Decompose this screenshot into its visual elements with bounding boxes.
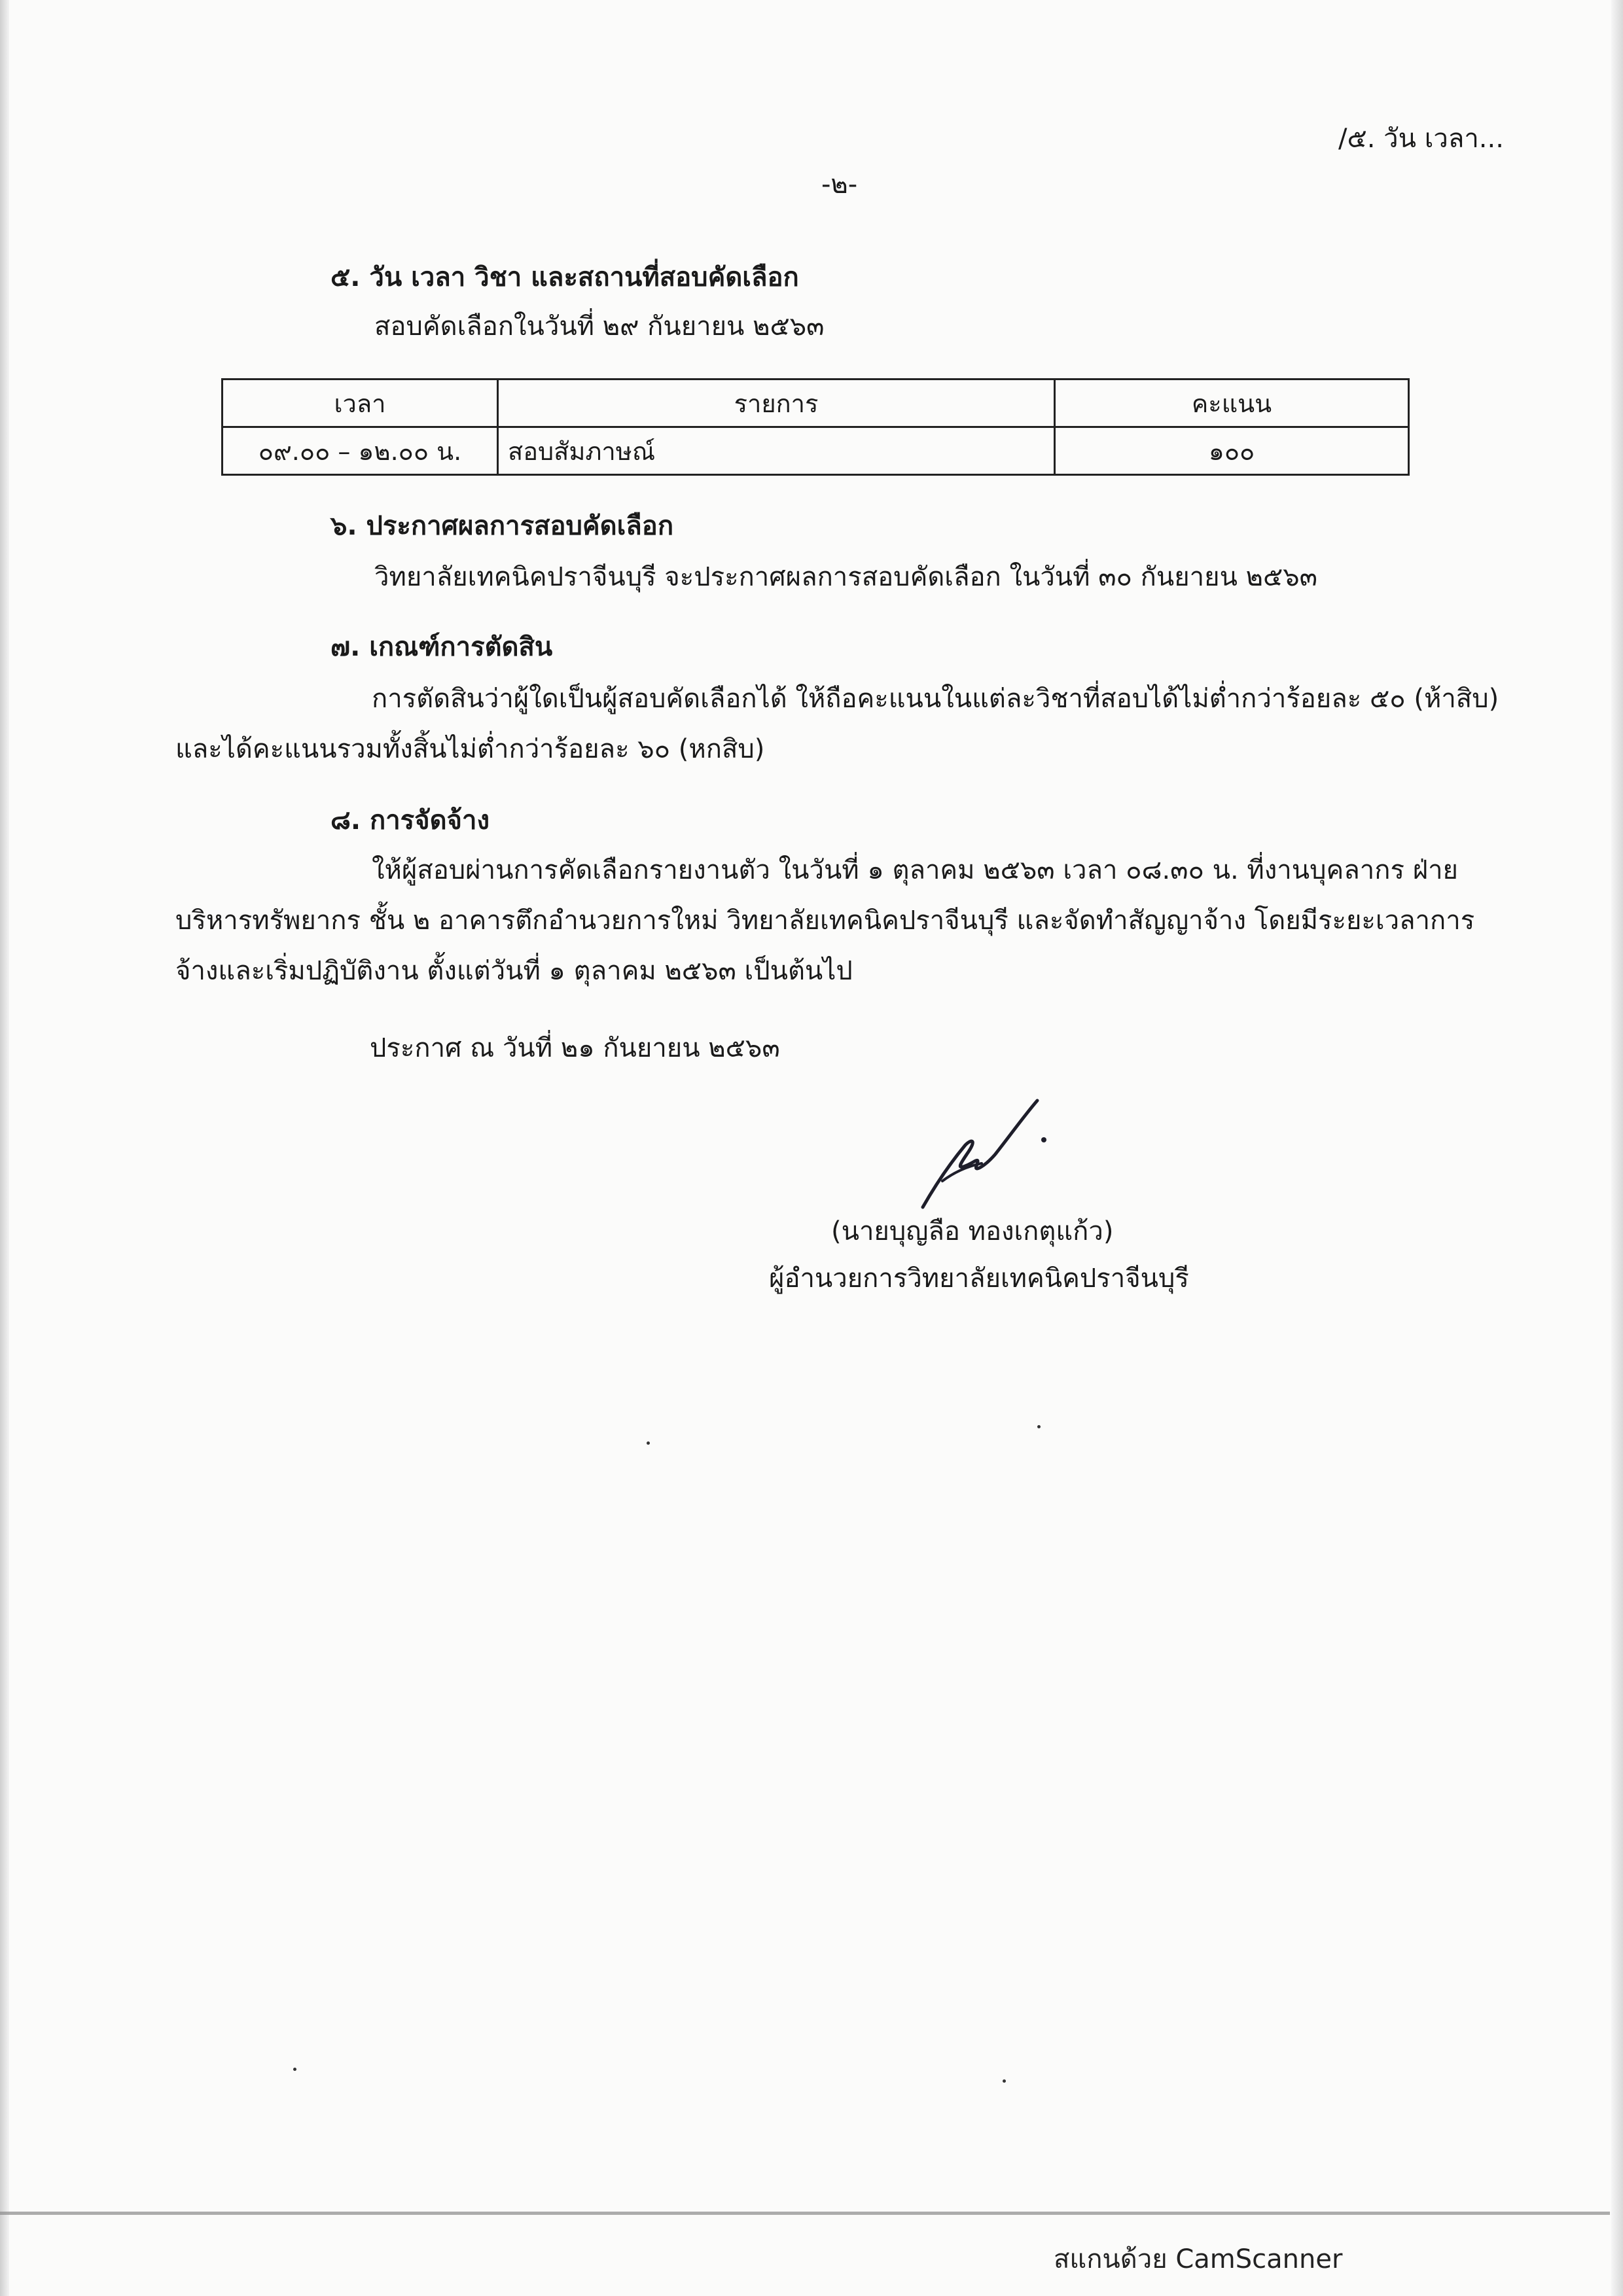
table-header-item: รายการ	[498, 380, 1055, 427]
table-cell-score: ๑๐๐	[1055, 427, 1409, 475]
signer-name: (นายบุญลือ ทองเกตุแก้ว)	[831, 1216, 1114, 1246]
section8-heading: ๘. การจัดจ้าง	[330, 805, 490, 836]
scan-bottom-edge	[0, 2212, 1610, 2215]
scan-speck	[1003, 2079, 1006, 2083]
section8-paragraph	[175, 845, 1510, 997]
section7-heading: ๗. เกณฑ์การตัดสิน	[330, 632, 553, 662]
table-cell-time: ๐๙.๐๐ – ๑๒.๐๐ น.	[223, 427, 498, 475]
section5-heading: ๕. วัน เวลา วิชา และสถานที่สอบคัดเลือก	[330, 262, 799, 292]
table-header-time: เวลา	[223, 380, 498, 427]
announcement-date: ประกาศ ณ วันที่ ๒๑ กันยายน ๒๕๖๓	[370, 1033, 780, 1063]
section5-subline: สอบคัดเลือกในวันที่ ๒๙ กันยายน ๒๕๖๓	[374, 311, 825, 342]
continuation-note: /๕. วัน เวลา...	[1338, 124, 1504, 154]
section6-heading: ๖. ประกาศผลการสอบคัดเลือก	[330, 511, 674, 541]
section7-body: การตัดสินว่าผู้ใดเป็นผู้สอบคัดเลือกได้ ให้ถือคะแนนในแต่ละวิชาที่สอบได้ไม่ต่ำกว่าร้อยละ ๕๐ (ห้าสิบ) และได้คะแนนรวมทั้งสิ้นไม่ต่ำกว่าร้อยละ ๖๐ (หกสิบ)	[175, 684, 1499, 764]
scan-speck	[1037, 1425, 1041, 1428]
table-row	[223, 427, 1409, 475]
scan-right-edge	[1611, 0, 1623, 2296]
camscanner-label: สแกนด้วย CamScanner	[1054, 2244, 1343, 2274]
table-header-score: คะแนน	[1055, 380, 1409, 427]
table-cell-item: สอบสัมภาษณ์	[498, 427, 1055, 475]
scan-left-edge	[0, 0, 9, 2296]
schedule-table	[221, 378, 1410, 476]
page-number: -๒-	[821, 169, 858, 200]
section8-body: ให้ผู้สอบผ่านการคัดเลือกรายงานตัว ในวันที่ ๑ ตุลาคม ๒๕๖๓ เวลา ๐๘.๓๐ น. ที่งานบุคลากร ฝ่ายบริหารทรัพยากร ชั้น ๒ อาคารตึกอำนวยการใหม่ วิทยาลัยเทคนิคปราจีนบุรี และจัดทำสัญญาจ้าง โดยมีระยะเวลาการจ้างและเริ่มปฏิบัติงาน ตั้งแต่วันที่ ๑ ตุลาคม ๒๕๖๓ เป็นต้นไป	[175, 855, 1475, 986]
signature-mark	[903, 1093, 1060, 1217]
signer-position: ผู้อำนวยการวิทยาลัยเทคนิคปราจีนบุรี	[769, 1263, 1189, 1294]
scan-speck	[647, 1441, 650, 1445]
table-header-row	[223, 380, 1409, 427]
scan-speck	[293, 2068, 296, 2071]
section7-paragraph	[175, 674, 1510, 775]
section6-body: วิทยาลัยเทคนิคปราจีนบุรี จะประกาศผลการสอบคัดเลือก ในวันที่ ๓๐ กันยายน ๒๕๖๓	[374, 562, 1318, 592]
